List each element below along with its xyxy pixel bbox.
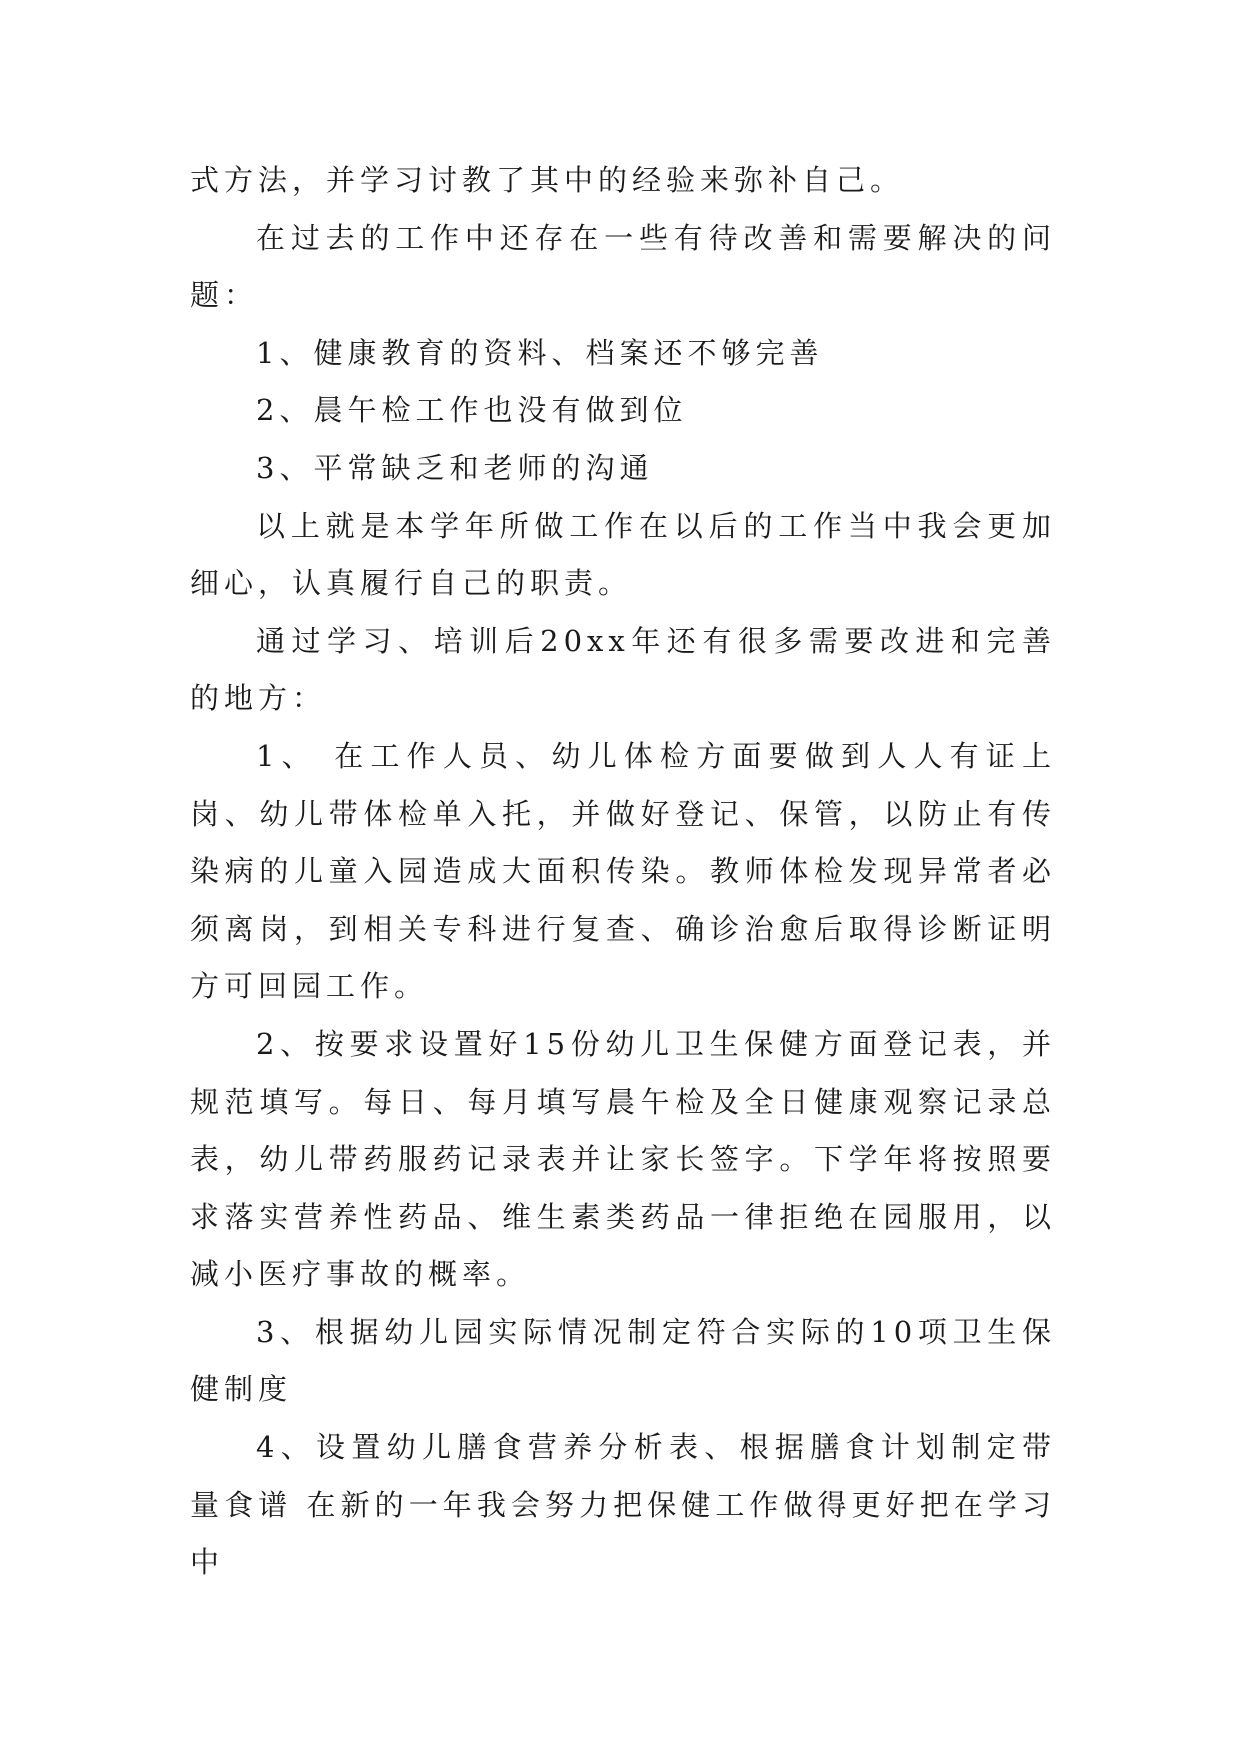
list-item: 2、晨午检工作也没有做到位: [256, 393, 688, 428]
list-item: 3、根据幼儿园实际情况制定符合实际的10项卫生保健制度: [190, 1314, 1056, 1407]
list-item: 1、健康教育的资料、档案还不够完善: [256, 335, 824, 370]
paragraph: 在过去的工作中还存在一些有待改善和需要解决的问题：: [190, 220, 1056, 313]
list-item: 2、按要求设置好15份幼儿卫生保健方面登记表，并规范填写。每日、每月填写晨午检及全日健康观察记录总表，幼儿带药服药记录表并让家长签字。下学年将按照要求落实营养性药品、维生素类药品一律拒绝在园服用，以减小医疗事故的概率。: [190, 1026, 1056, 1292]
document-body: [190, 152, 1056, 1592]
paragraph: 以上就是本学年所做工作在以后的工作当中我会更加细心，认真履行自己的职责。: [190, 508, 1056, 601]
list-item: 4、设置幼儿膳食营养分析表、根据膳食计划制定带量食谱 在新的一年我会努力把保健工作做得更好把在学习中: [190, 1430, 1056, 1580]
paragraph: 式方法，并学习讨教了其中的经验来弥补自己。: [190, 163, 905, 197]
list-item: 3、平常缺乏和老师的沟通: [256, 450, 654, 485]
paragraph: 通过学习、培训后20xx年还有很多需要改进和完善的地方：: [190, 623, 1056, 716]
list-item: 1、 在工作人员、幼儿体检方面要做到人人有证上岗、幼儿带体检单入托，并做好登记、保管，以防止有传染病的儿童入园造成大面积传染。教师体检发现异常者必须离岗，到相关专科进行复查、确诊治愈后取得诊断证明方可回园工作。: [190, 738, 1056, 1004]
